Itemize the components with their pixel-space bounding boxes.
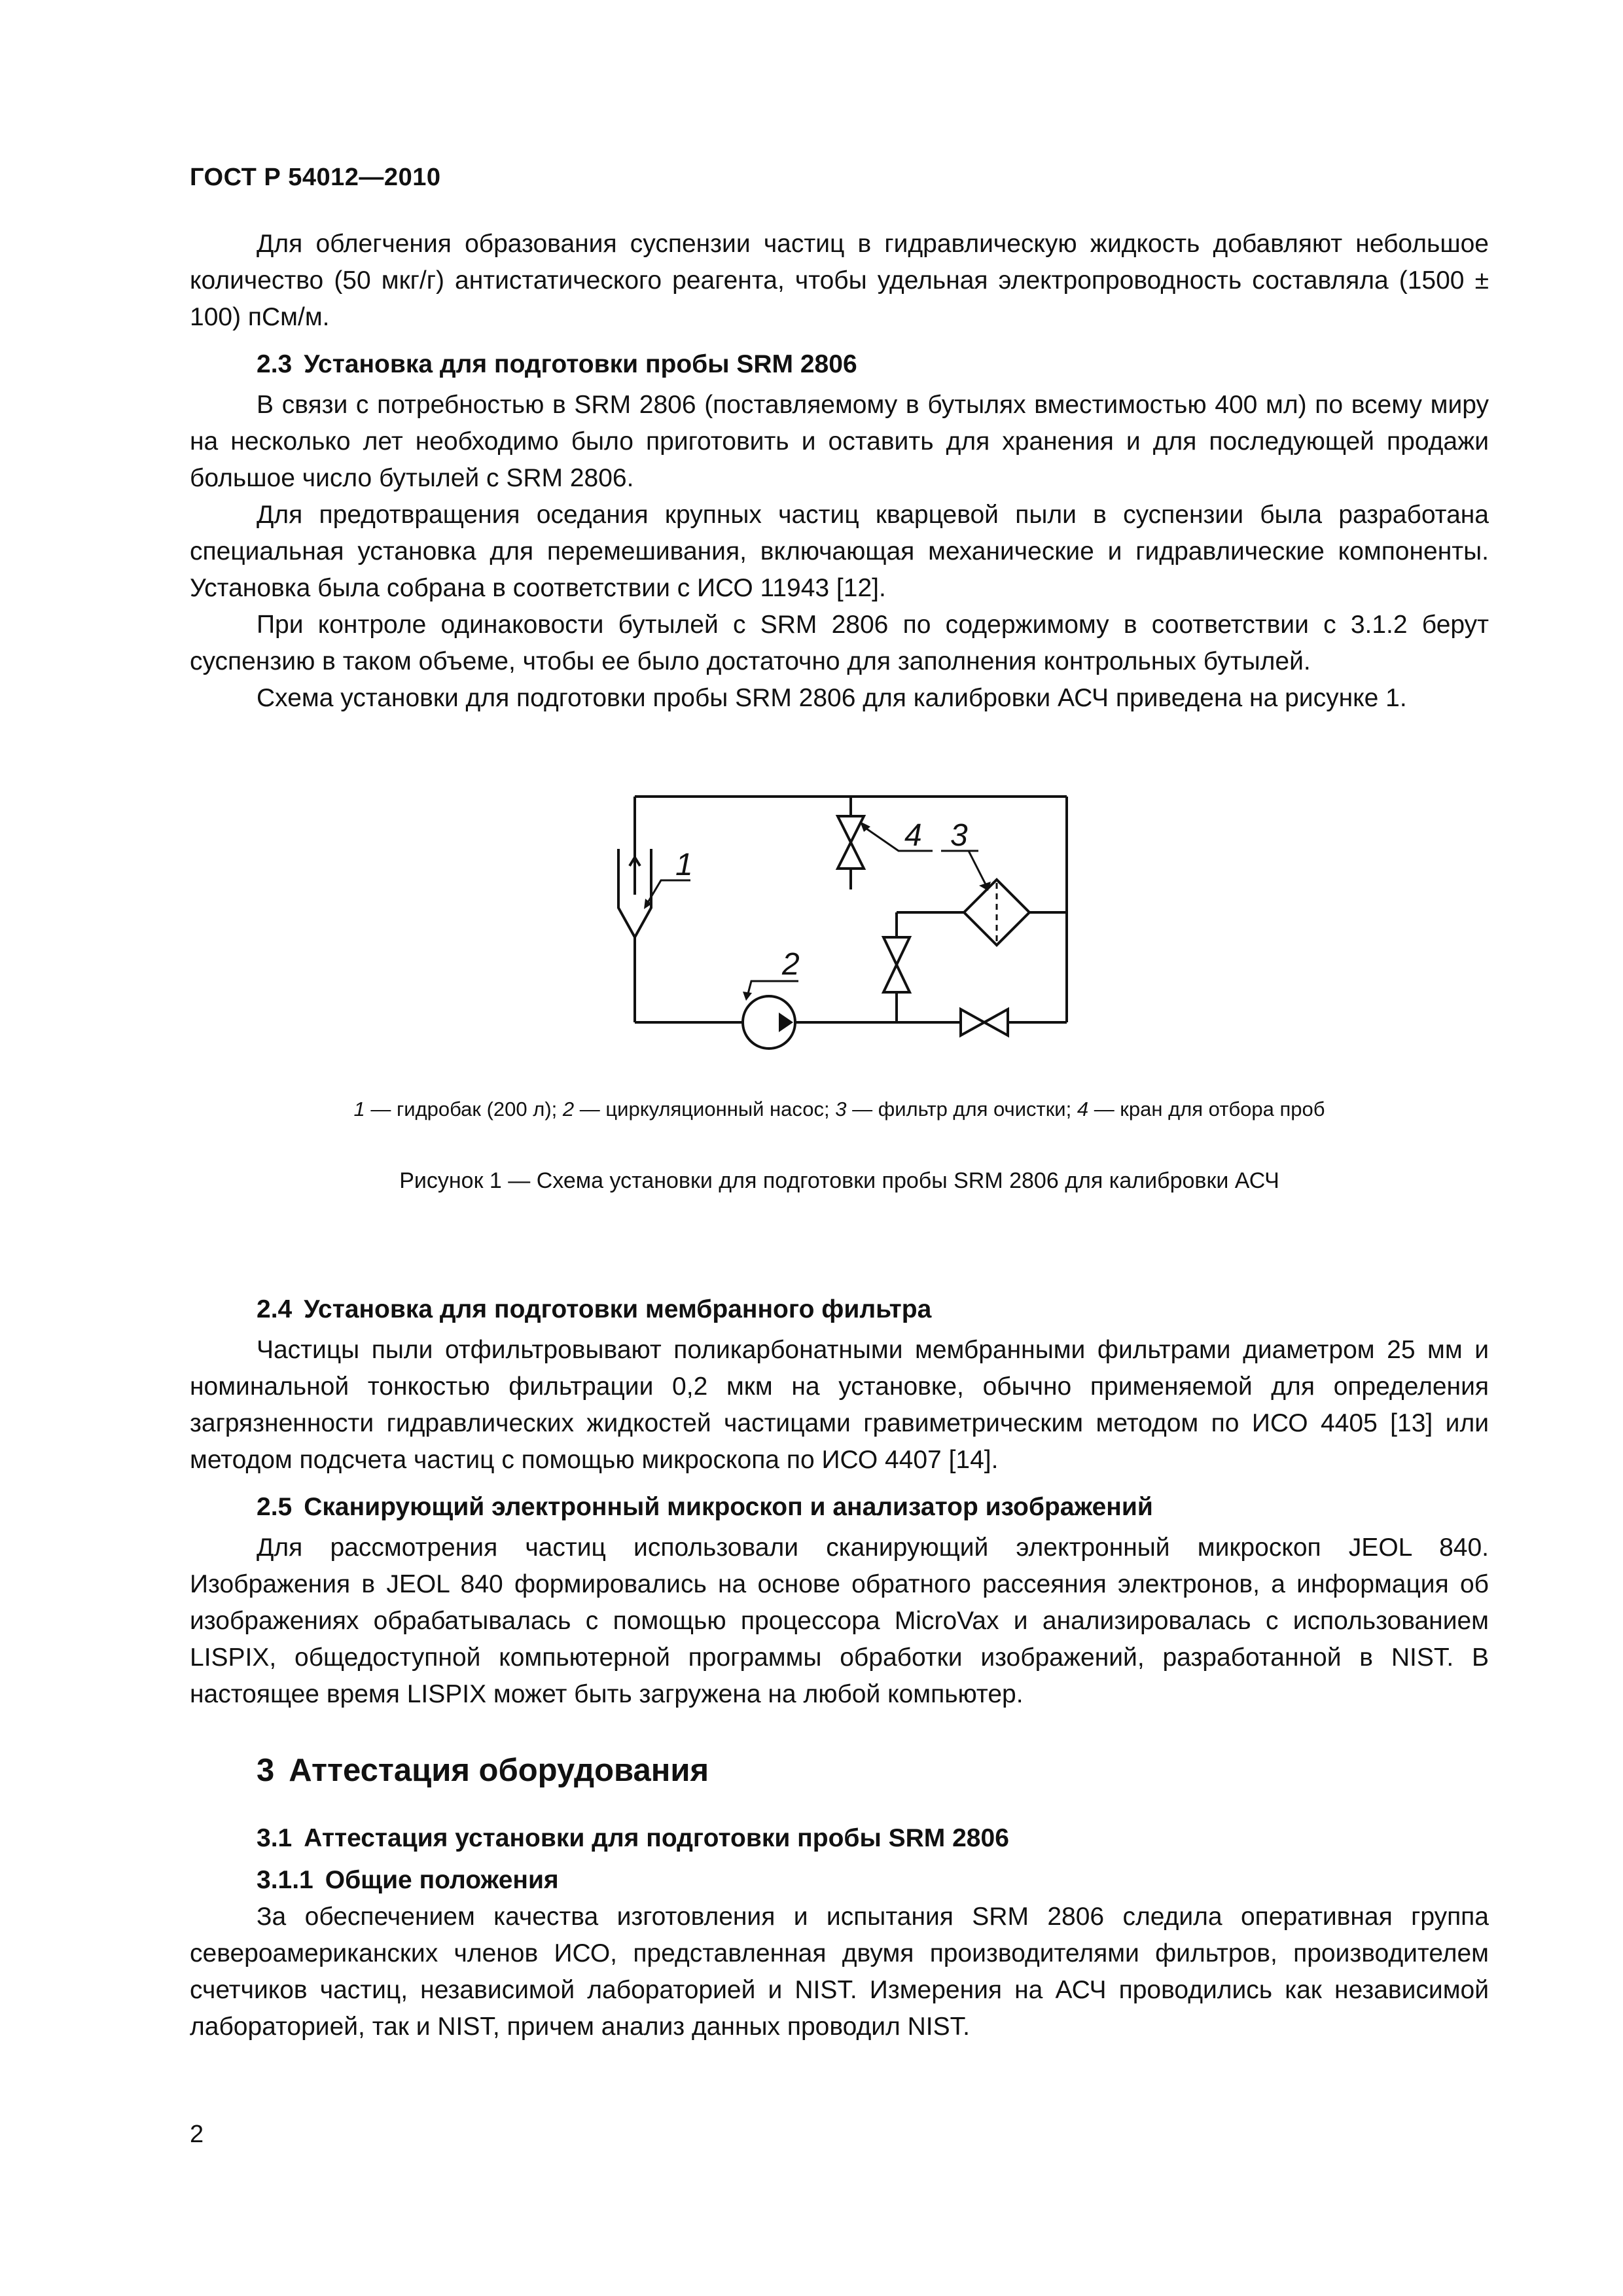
legend-num: 3	[835, 1098, 847, 1121]
section-title: Установка для подготовки мембранного фильтра	[304, 1295, 932, 1323]
section-title: Аттестация установки для подготовки пробы SRM 2806	[304, 1824, 1009, 1852]
section-2-3-paragraph: Схема установки для подготовки пробы SRM 2806 для калибровки АСЧ приведена на рисунке 1.	[257, 684, 1407, 712]
section-2-4-heading	[190, 1291, 1489, 1328]
page-number: 2	[190, 2121, 204, 2148]
intro-paragraph: Для облегчения образования суспензии частиц в гидравлическую жидкость добавляют небольшое количество (50 мкг/г) антистатического реагента, чтобы удельная электропроводность составляла (1500 ± 100) пСм/м.	[190, 230, 1489, 331]
sampling-valve-icon	[838, 816, 864, 869]
label-2-leader	[747, 981, 798, 996]
label-4: 4	[904, 818, 922, 853]
figure-caption: Рисунок 1 — Схема установки для подготовки пробы SRM 2806 для калибровки АСЧ	[399, 1168, 1279, 1193]
section-2-3-paragraph: При контроле одинаковости бутылей с SRM 2806 по содержимому в соответствии с 3.1.2 берут суспензию в таком объеме, чтобы ее было достаточно для заполнения контрольных бутылей.	[190, 611, 1489, 675]
legend-text: — кран для отбора проб	[1088, 1098, 1325, 1121]
section-title: Общие положения	[325, 1866, 559, 1894]
section-3-1-1-heading	[190, 1862, 1489, 1899]
section-3-heading	[190, 1751, 1489, 1790]
section-3-1-heading	[190, 1820, 1489, 1857]
section-number: 2.5	[257, 1493, 293, 1521]
figure-legend	[190, 1096, 1489, 1122]
section-2-5-paragraph: Для рассмотрения частиц использовали сканирующий электронный микроскоп JEOL 840. Изображения в JEOL 840 формировались на основе обратного рассеяния электронов, а информация об изображениях обрабатывалась с помощью процессора MicroVax и анализировалась с использованием LISPIX, общедоступной компьютерной программы обработки изображений, разработанной в NIST. В настоящее время LISPIX может быть загружена на любой компьютер.	[190, 1534, 1489, 1708]
section-2-3-paragraph: Для предотвращения оседания крупных частиц кварцевой пыли в суспензии была разработана специальная установка для перемешивания, включающая механические и гидравлические компоненты. Установка была собрана в соответствии с ИСО 11943 [12].	[190, 501, 1489, 602]
legend-num: 1	[353, 1098, 365, 1121]
section-number: 2.4	[257, 1295, 293, 1323]
document-header: ГОСТ Р 54012—2010	[190, 164, 441, 191]
legend-num: 4	[1077, 1098, 1089, 1121]
section-2-3-heading	[190, 346, 1489, 383]
section-title: Аттестация оборудования	[289, 1753, 709, 1788]
circuit-diagram	[190, 744, 1489, 1098]
section-number: 3.1.1	[257, 1866, 313, 1894]
cleaning-filter-icon	[964, 880, 1029, 945]
branch-valve-icon	[883, 937, 910, 992]
label-1-leader	[647, 880, 690, 905]
figure-1	[190, 744, 1489, 1281]
section-2-4-paragraph: Частицы пыли отфильтровывают поликарбонатными мембранными фильтрами диаметром 25 мм и номинальной тонкостью фильтрации 0,2 мкм на установке, обычно применяемой для определения загрязненности гидравлических жидкостей частицами гравиметрическим методом по ИСО 4405 [13] или методом подсчета частиц с помощью микроскопа по ИСО 4407 [14].	[190, 1336, 1489, 1474]
legend-text: — циркуляционный насос;	[574, 1098, 836, 1121]
section-number: 3	[257, 1753, 275, 1788]
section-3-1-1-paragraph: За обеспечением качества изготовления и испытания SRM 2806 следила оперативная группа североамериканских членов ИСО, представленная двумя производителями фильтров, производителем счетчиков частиц, независимой лабораторией и NIST. Измерения на АСЧ проводились как независимой лабораторией, так и NIST, причем анализ данных проводил NIST.	[190, 1903, 1489, 2041]
label-3: 3	[950, 818, 968, 853]
legend-text: — фильтр для очистки;	[846, 1098, 1077, 1121]
circulation-pump-icon	[743, 996, 795, 1049]
section-number: 3.1	[257, 1824, 293, 1852]
bypass-valve-icon	[961, 1009, 1008, 1035]
label-4-leader	[863, 826, 933, 851]
document-body	[190, 226, 1489, 2045]
section-title: Установка для подготовки пробы SRM 2806	[304, 350, 857, 378]
section-2-3-paragraph: В связи с потребностью в SRM 2806 (поставляемому в бутылях вместимостью 400 мл) по всему миру на несколько лет необходимо было приготовить и оставить для хранения и для последующей продажи большое число бутылей с SRM 2806.	[190, 391, 1489, 492]
legend-num: 2	[562, 1098, 575, 1121]
legend-text: — гидробак (200 л);	[365, 1098, 563, 1121]
section-2-5-heading	[190, 1489, 1489, 1526]
section-number: 2.3	[257, 350, 293, 378]
label-2: 2	[782, 947, 800, 982]
label-1: 1	[675, 848, 693, 882]
section-title: Сканирующий электронный микроскоп и анализатор изображений	[304, 1493, 1153, 1521]
label-3-leader	[969, 851, 987, 887]
